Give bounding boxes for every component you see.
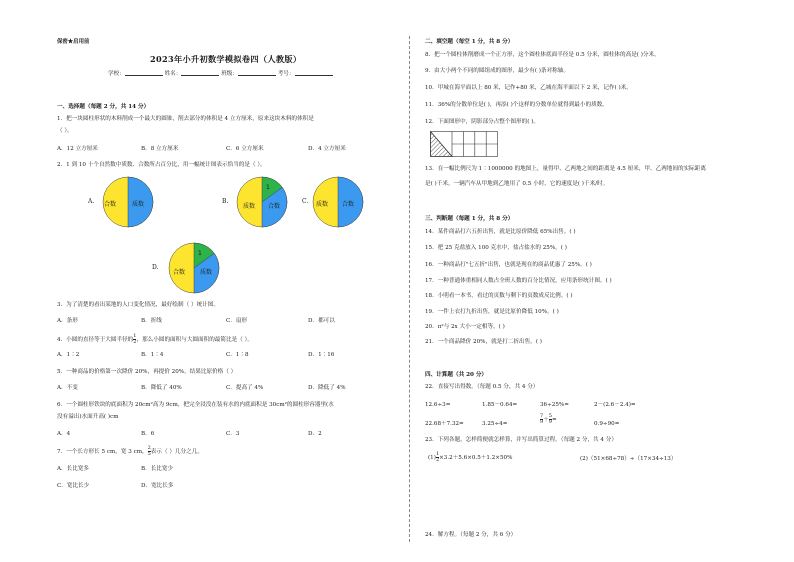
pie-c-zhishu: 质数 [316,201,329,208]
f12-text: 12．下面图形中，阴影部分占整个图形的( )。 [425,119,539,125]
judge-21: 21．一个商品降价 20%，就是打二折出售。( ) [425,339,542,345]
pie-b-one: 1 [266,184,270,191]
school-blank[interactable] [125,70,163,76]
id-blank[interactable] [295,70,333,76]
f10-text: 10．甲城在海平面以上 80 米，记作+80 米，乙城在海平面以下 2 米，记作( )米。 [425,85,632,91]
q6-option-a[interactable]: A．4 [57,431,71,437]
pie-a-zhishu: 质数 [132,201,145,208]
pie-chart-a[interactable] [102,176,154,228]
q3-option-d[interactable]: D．都可以 [308,318,335,324]
pie-chart-d[interactable] [168,242,220,294]
q4-text-a: 4．小圆的直径等于大圆半径的 [57,337,134,343]
c22-r1-1: 12.6÷3= [425,402,451,408]
name-blank[interactable] [181,70,219,76]
q5-option-d[interactable]: D．降低了 4% [308,385,346,391]
q7-option-b[interactable]: B．长比宽少 [141,466,174,472]
q3-option-b[interactable]: B．折线 [141,318,162,324]
pie-c-heshu: 合数 [342,201,355,208]
q4-option-c[interactable]: C．1∶8 [226,352,249,358]
f8-text: 8．把一个圆柱体削磨成一个正方形，这个圆柱体底面半径是 0.5 分米，圆柱体的高是( )分米。 [425,52,660,58]
f13-text-b: 是( )千米。一辆汽车从甲地到乙地用了 0.5 小时，它的速度是( )千米/时。 [425,181,609,187]
q4-text-b: ，那么小圆的面积与大圆面积的最简比是（ ）。 [136,337,253,343]
pie-chart-b[interactable] [236,176,288,228]
class-blank[interactable] [238,70,276,76]
q5-option-a[interactable]: A．不变 [57,385,78,391]
judge-17: 17．一种普通体重相同人数占全班人数的百分比情况，应用条形统计图。( ) [425,278,612,284]
pie-d-zhishu: 质数 [200,269,213,276]
c22-r2-2: 3.25÷4= [482,421,508,427]
q7-text-b: 表示（ ）几分之几。 [150,449,203,455]
q1-option-b[interactable]: B．8 立方厘米 [141,146,179,152]
q1-option-a[interactable]: A．12 立方厘米 [57,146,98,152]
c23-frac: $\frac{1}{2}$ [435,451,440,463]
q6-option-d[interactable]: D．2 [308,431,322,437]
c23-part2: (2)（51×68÷78）÷（17×34÷13） [580,456,677,462]
q4-text [57,334,253,345]
c22-text: 22．直接写出得数。（每题 0.5 分，共 4 分） [425,384,539,390]
q2-text: 2．1 到 10 十个自然数中质数、合数所占百分比，用一幅统计图表示恰当的是（ ）。 [57,162,266,168]
q6-text: 6．一个圆柱形铁块的底面积为 20cm²高为 9cm，把完全浸没在装有水的内底面积是 30cm²的圆柱形容器里(水 [57,402,334,408]
c22-r2-3: $\frac{7}{9}$ ＋ $\frac{5}{9}$ = [540,413,557,425]
q4-option-d[interactable]: D．1∶16 [308,352,335,358]
c22-r2-1: 22.68＋7.32= [425,421,464,427]
q5-text: 5．一种商品的价格第一次降价 20%，再提价 20%。结果比原价格（ ） [57,369,237,375]
q6-text-b: 没有溢出)水面升高( )cm [57,414,119,420]
f9-text: 9．由大小两个不同的圆组成的图形，最少有( )条对称轴。 [425,68,569,74]
judge-18: 18．小明看一本书，看过的页数与剩下的页数成反比例。( ) [425,293,573,299]
c23-text: 23．下列各题，怎样简便就怎样算，并写出简算过程。（每题 2 分，共 4 分） [425,437,617,443]
q1-option-d[interactable]: D．4 立方厘米 [308,146,346,152]
q7-option-c[interactable]: C．宽比长少 [57,483,90,489]
judge-16: 16．一种商品打"七五折"出售，也就是现在的商品优惠了 25%。( ) [425,262,592,268]
pie-b-label[interactable]: B. [222,198,229,205]
q7-option-d[interactable]: D．宽比长多 [141,483,174,489]
class-label: 班级： [221,71,238,77]
section-judge-title: 三、判断题（每题 1 分，共 8 分） [425,216,514,222]
judge-15: 15．把 25 克盐放入 100 克水中，盐占盐水的 25%。( ) [425,245,567,251]
q6-option-b[interactable]: B．6 [141,431,155,437]
section-choice-title: 一、选择题（每题 2 分，共 14 分） [57,104,150,110]
judge-14: 14．某件商品打六五折出售，就是比原价降低 65%出售。( ) [425,229,576,235]
shaded-grid-figure [430,131,498,157]
secret-mark: 保密★启用前 [57,39,90,45]
q5-option-c[interactable]: C．提高了 4% [226,385,264,391]
section-calc-title: 四、计算题（共 20 分） [425,372,488,378]
q7-text [57,446,203,457]
q1-bracket: （ ）。 [57,128,73,134]
pie-d-heshu: 合数 [173,269,186,276]
c23-part1: (1) $\frac{1}{2}$ ×3.2＋5.6×0.5＋1.2×50% [428,451,513,463]
pie-a-heshu: 合数 [104,201,117,208]
q4-option-b[interactable]: B．1∶4 [141,352,164,358]
c22-frac-2: $\frac{5}{9}$ [548,413,552,425]
c22-r1-4: 2－(2.6－2.4)= [594,402,636,408]
q3-option-a[interactable]: A．条形 [57,318,78,324]
name-label: 姓名： [164,71,182,77]
column-divider [409,36,410,542]
id-label: 考号： [277,71,295,77]
q7-option-a[interactable]: A．长比宽多 [57,466,90,472]
c22-r1-2: 1.85－0.64= [482,402,518,408]
c24-text: 24．解方程。（每题 2 分，共 6 分） [425,532,517,538]
school-label: 学校： [108,71,125,77]
c22-r2-4: 0.9÷90= [594,421,620,427]
page-title: 2023年小升初数学模拟卷四（人教版） [150,54,302,64]
info-line [108,70,333,78]
q5-option-b[interactable]: B．降低了 40% [141,385,182,391]
judge-19: 19．一件上衣打九折出售，就是比原价降低 10%。( ) [425,309,559,315]
q4-option-a[interactable]: A．1∶2 [57,352,80,358]
pie-d-label[interactable]: D. [152,264,159,271]
pie-a-label[interactable]: A. [88,198,95,205]
f11-text: 11．36%的分数单位是( )，再添( )个这样的分数单位就得到最小的质数。 [425,102,608,108]
section-fill-title: 二、填空题（每空 1 分，共 8 分） [425,39,514,45]
q6-option-c[interactable]: C．3 [226,431,240,437]
pie-b-heshu: 合数 [268,203,281,210]
pie-d-one: 1 [198,250,202,257]
q3-text: 3．为了清楚的看出某地的人口变化情况，最好绘制（ ）统计图。 [57,302,219,308]
q7-text-a: 7．一个长方形长 5 cm，宽 3 cm， [57,449,148,455]
c22-frac-1: $\frac{7}{9}$ [540,413,544,425]
pie-c-label[interactable]: C. [302,198,309,205]
q1-text: 1．把一块圆柱形状的木料削成一个最大的圆锥，削去部分的体积是 4 立方厘米，原来这块木料的体积是 [57,116,314,122]
pie-chart-c[interactable] [312,176,364,228]
q1-option-c[interactable]: C．6 立方厘米 [226,146,264,152]
pie-b-zhishu: 质数 [243,203,256,210]
f13-text: 13．在一幅比例尺为 1∶1000000 的地图上，量得甲、乙两地之间的距离是 4.5 厘米，甲、乙两地间的实际距离 [425,166,706,172]
q4-fraction: $\frac{1}{2}$ [133,333,137,345]
judge-20: 20．π²与 2x 大小一定相等。( ) [425,324,505,330]
q7-fraction: $\frac{2}{5}$ [147,445,151,457]
q3-option-c[interactable]: C．扇形 [226,318,248,324]
c22-r1-3: 36÷25%= [540,402,569,408]
